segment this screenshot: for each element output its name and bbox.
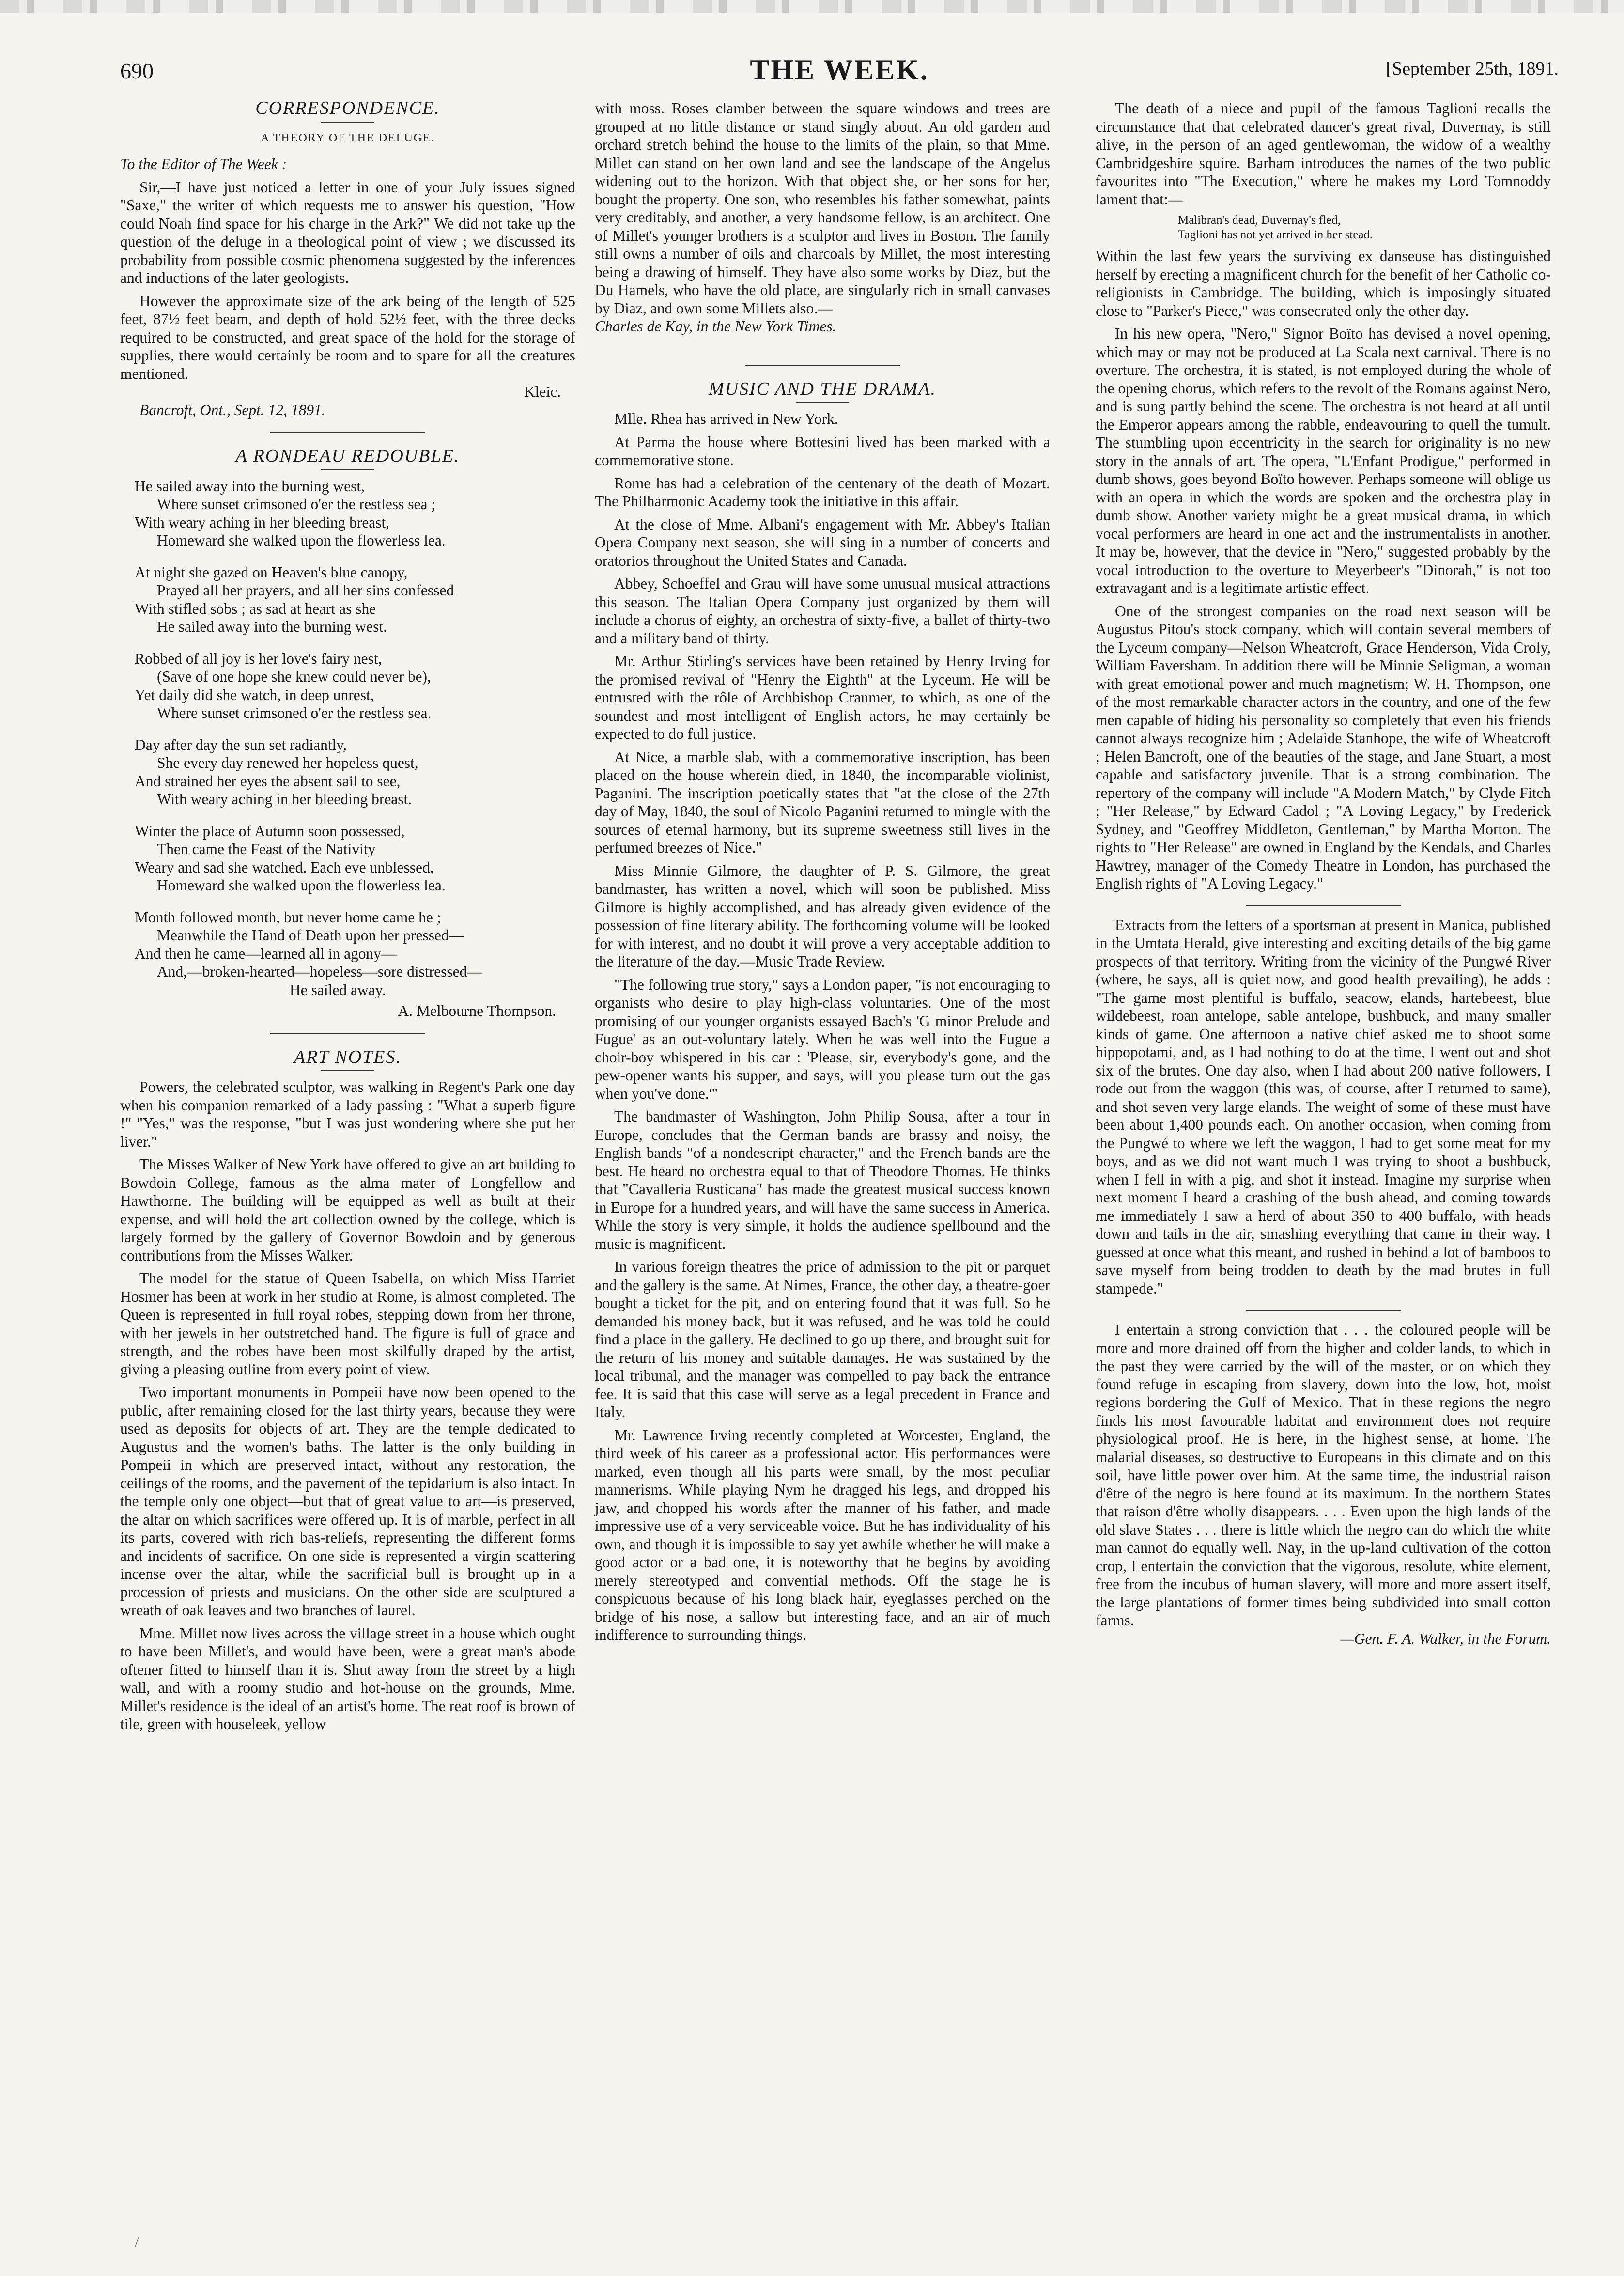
letter-signature: Kleic. [524,383,561,400]
poem-line: Prayed all her prayers, and all her sins confessed [157,582,454,599]
divider [321,122,374,123]
poem-body [135,477,575,999]
poem-line: He sailed away into the burning west, [135,477,365,495]
divider [321,469,374,470]
poem-line: (Save of one hope she knew could never be), [157,668,431,685]
poem-line: And then he came—learned all in agony— [135,945,397,962]
quote-line: Taglioni has not yet arrived in her stead. [1178,228,1373,241]
column-2 [595,99,1050,1649]
section-divider [745,365,900,366]
issue-date: [September 25th, 1891. [1386,59,1559,79]
poem-line: Homeward she walked upon the flowerless lea. [157,532,446,549]
poem-line: Where sunset crimsoned o'er the restless sea. [157,704,432,721]
art-note: Powers, the celebrated sculptor, was walking in Regent's Park one day when his companion remarked of a lady passing : "What a superb figure !" "Yes," was the response, "but I was just wondering where she put her liver." [120,1078,575,1150]
page-header [120,53,1559,97]
art-note: Mme. Millet now lives across the village street in a house which ought to have been Millet's, and would have been, were a great man's abode oftener fitted to himself than it is. Shut away from the street by a high wall, and with a roomy studio and hot-house on the grounds, Mme. Millet's residence is the ideal of an artist's home. The reat roof is brown of tile, green with houseleek, yellow [120,1624,575,1732]
poem-line: With weary aching in her bleeding breast. [157,791,412,808]
stage-note: The death of a niece and pupil of the famous Taglioni recalls the circumstance that that celebrated dancer's great rival, Duvernay, is still alive, in the person of an aged gentlewoman, the widow of a wealthy Cambridgeshire squire. Barham introduces the names of the two public favourites into "The Execution," where he makes my Lord Tomnoddy lament that:— [1096,100,1551,208]
stage-note: Within the last few years the surviving ex danseuse has distinguished herself by erecting a magnificent church for the benefit of her Catholic co-religionists in Cambridge. The building, which is imposingly situated close to "Parker's Piece," was consecrated only the other day. [1096,248,1551,319]
margin-mark: / [135,2234,139,2250]
poem-line: Weary and sad she watched. Each eve unblessed, [135,858,434,876]
poem-line: And strained her eyes the absent sail to see, [135,772,401,790]
music-note: Abbey, Schoeffel and Grau will have some unusual musical attractions this season. The Italian Opera Company just organized by them will include a chorus of eighty, an orchestra of sixty-five, a ballet of thirty-two and a military band of thirty. [595,575,1050,647]
poem-line: He sailed away into the burning west. [157,618,387,635]
poem-line: With weary aching in her bleeding breast, [135,514,390,531]
column-1 [120,99,575,1738]
poem-line: Where sunset crimsoned o'er the restless sea ; [157,496,436,513]
poem-author: A. Melbourne Thompson. [398,1002,556,1019]
music-note: At Nice, a marble slab, with a commemorative inscription, has been placed on the house wherein died, in 1840, the incomparable violinist, Paganini. The inscription poetically states that "at the close of the 27th day of May, 1840, the soul of Nicolo Paganini returned to mingle with the sources of eternal harmony, but its supreme sweetness still lives in the perfumed breezes of Nice." [595,748,1050,856]
correspondence-heading: CORRESPONDENCE. [255,98,440,118]
music-note: At the close of Mme. Albani's engagement with Mr. Abbey's Italian Opera Company next season, she will sing in a number of concerts and oratorios throughout the United States and Canada. [595,515,1050,569]
poem-line: Day after day the sun set radiantly, [135,736,347,753]
poem-stanza [135,822,575,895]
music-note: At Parma the house where Bottesini lived has been marked with a commemorative stone. [595,433,1050,468]
poem-line: With stifled sobs ; as sad at heart as she [135,600,376,617]
stage-note: One of the strongest companies on the road next season will be Augustus Pitou's stock company, which will contain several members of the Lyceum company—Nelson Wheatcroft, Grace Henderson, Vida Croly, William Faversham. In addition there will be Minnie Seligman, a woman with great emotional power and much magnetism; W. H. Thompson, one of the most remarkable character actors in the country, and one of the few men capable of hiding his personality so completely that even his friends cannot always recognize him ; Adelaide Stanhope, the wife of Wheatcroft ; Helen Bancroft, one of the beauties of the stage, and Jane Stuart, a most capable and satisfactory juvenile. That is a strong combination. The repertory of the company will include "A Modern Match," by Clyde Fitch ; "Her Release," by Edward Cadol ; "A Loving Legacy," by Frederick Sydney, and "Geoffrey Middleton, Gentleman," by Martha Morton. The rights to "Her Release" are owned in England by the Kendals, and Charles Hawtrey, manager of the Comedy Theatre in London, has purchased the English rights of "A Loving Legacy." [1096,602,1551,892]
poem-line: Month followed month, but never home came he ; [135,908,441,926]
poem-heading: A RONDEAU REDOUBLE. [235,446,460,466]
journal-title: THE WEEK. [750,54,929,86]
forum-extract: I entertain a strong conviction that . . . the coloured people will be more and more drained off from the higher and colder lands, to which in the past they were carried by the will of the master, or on which they found refuge in escaping from slavery, down into the low, hot, moist regions bordering the Gulf of Mexico. That in these regions the negro finds his most favourable habitat and environment does not require physiological proof. He is here, in the highest sense, at home. The malarial diseases, so destructive to Europeans in this climate and on this soil, have little power over him. At the same time, the industrial raison d'être of the negro is here found at its maximum. In the northern States that raison d'être wholly disappears. . . . Even upon the high lands of the old slave States . . . there is little which the negro can do which the white man cannot do equally well. Nay, in the up-land cultivation of the cotton crop, I entertain the conviction that the vigorous, resolute, white element, free from the incubus of human slavery, will more and more assert itself, the large plantations of former times being subdivided into small cotton farms. [1096,1321,1551,1629]
poem-line: Yet daily did she watch, in deep unrest, [135,686,374,703]
quote-line: Malibran's dead, Duvernay's fled, [1178,214,1341,227]
music-note: Mr. Arthur Stirling's services have been retained by Henry Irving for the promised revival of "Henry the Eighth" at the Lyceum. He will be entrusted with the rôle of Archbishop Cranmer, to which, as one of the soundest and most intelligent of English actors, he may certainly be expected to do full justice. [595,653,1050,742]
sportsman-extract: Extracts from the letters of a sportsman at present in Manica, published in the Umtata Herald, give interesting and exciting details of the big game prospects of that territory. Writing from the vicinity of the Pungwé River (where, he says, all is quiet now, and good health prevailing), he adds : "The game most plentiful is buffalo, seacow, elands, hartebeest, blue wildebeest, roan antelope, sable antelope, bushbuck, and many smaller kinds of game. One afternoon a native chief asked me to shoot some hippopotami, and, as I had nothing to do at the time, I went out and shot six of the brutes. One day also, when I had about 200 native followers, I rode out from the waggon (this was, of course, after I returned to same), and shot seven very large elands. The weight of some of these must have been about 1,400 pounds each. On another occasion, when coming from the Pungwé to where we left the waggon, I had to get some meat for my boys, and as we did not want much I was trying to shoot a bushbuck, when I fell in with a pig, and shot it instead. Imagine my surprise when next moment I heard a crashing of the bush ahead, and coming towards me immediately I saw a herd of about 350 to 400 buffalo, with heads down and tails in the air, smashing everything that came in their way. I guessed at once what this meant, and rushed in behind a lot of bamboos to save myself from being trodden to death by the mad brutes in full stampede." [1096,916,1551,1297]
music-note: Mr. Lawrence Irving recently completed at Worcester, England, the third week of his career as a professional actor. His performances were marked, even though all his parts were small, by the most peculiar mannerisms. While playing Nym he dragged his legs, and dropped his jaw, and chopped his words after the manner of his father, and made impressive use of a very serviceable voice. But he has individuality of his own, and though it is impossible to say yet awhile whether he will make a good actor or a bad one, it is noteworthy that he begins by avoiding merely stereotyped and convential methods. Off the stage he is conspicuous because of his long black hair, eyeglasses perched on the bridge of his nose, a sallow but interesting face, and an air of much indifference to surrounding things. [595,1426,1050,1643]
forum-credit: —Gen. F. A. Walker, in the Forum. [1340,1630,1551,1647]
verse-quote [1178,213,1551,242]
music-note: Miss Minnie Gilmore, the daughter of P. S. Gilmore, the great bandmaster, has written a novel, which will soon be published. Miss Gilmore is highly accomplished, and has already given evidence of the possession of fine literary ability. The forthcoming volume will be looked for with interest, and no doubt it will prove a very acceptable addition to the literature of the day.—Music Trade Review. [595,862,1050,970]
poem-line: She every day renewed her hopeless quest, [157,754,418,771]
letter-dateline: Bancroft, Ont., Sept. 12, 1891. [139,401,325,419]
poem-stanza [135,563,575,636]
poem-line: And,—broken-hearted—hopeless—sore distressed— [157,963,482,980]
music-drama-heading: MUSIC AND THE DRAMA. [709,378,936,399]
divider [321,1070,374,1071]
poem-stanza [135,650,575,722]
column-3 [1096,99,1551,1648]
section-divider [1246,905,1401,906]
scan-edge [0,0,1624,13]
poem-line: Meanwhile the Hand of Death upon her pressed— [157,927,464,944]
art-notes-heading: ART NOTES. [294,1046,402,1067]
stage-note: In his new opera, "Nero," Signor Boïto has devised a novel opening, which may or may not be produced at La Scala next carnival. There is no overture. The orchestra, it is stated, is not employed during the whole of the opening chorus, which refers to the revolt of the Romans against Nero, and is sung partly behind the scene. The orchestra is not heard at all until the Emperor appears among the rabble, endeavouring to quell the tumult. The stumbling upon eccentricity in the search for originality is no new story in the annals of art. The opera, "L'Enfant Prodigue," performed in dumb shows, goes beyond Boïto however. Perhaps someone will oblige us with an opera in which the words are spoken and the orchestra play in dumb show. Another variety might be a great musical drama, in which vocal performers are heard in one act and the instrumentalists in another. It may be, however, that the device in "Nero," suggested probably by the vocal introduction to the overture to Meyerbeer's "Dinorah," is not too extravagant and is a legitimate artistic effect. [1096,325,1551,596]
poem-stanza [135,908,575,999]
poem-line: Then came the Feast of the Nativity [157,841,376,857]
section-divider [270,1033,425,1034]
poem-line: Winter the place of Autumn soon possessed, [135,822,405,840]
art-note: The Misses Walker of New York have offered to give an art building to Bowdoin College, famous as the alma mater of Longfellow and Hawthorne. The building will be equipped as well as built at their expense, and will hold the art collection owned by the college, which is largely formed by the gallery of Governor Bowdoin and by generous contributions from the Misses Walker. [120,1156,575,1264]
letter-paragraph: However the approximate size of the ark being of the length of 525 feet, 87½ feet beam, and depth of hold 52½ feet, with the three decks required to be constructed, and great space of the hold for the storage of supplies, there would certainly be room and to spare for all the creatures mentioned. [120,292,575,382]
poem-line: Homeward she walked upon the flowerless lea. [157,877,446,894]
poem-stanza [135,736,575,809]
poem-stanza [135,477,575,550]
music-note: Mlle. Rhea has arrived in New York. [614,410,838,427]
music-note: Rome has had a celebration of the centenary of the death of Mozart. The Philharmonic Academy took the initiative in this affair. [595,474,1050,510]
section-divider [270,432,425,433]
poem-line: He sailed away. [290,981,386,998]
music-note: "The following true story," says a London paper, "is not encouraging to organists who desire to play high-class voluntaries. One of the most promising of our younger organists essayed Bach's 'G minor Prelude and Fugue' as an out-voluntary lately. When he was well into the Fugue a choir-boy whispered in his car : 'Please, sir, everybody's gone, and the pew-opener wants his supper, and says, will you please turn out the gas when you've done.'" [595,976,1050,1102]
music-note: The bandmaster of Washington, John Philip Sousa, after a tour in Europe, concludes that the German bands are brassy and noisy, the English bands "of a nondescript character," and the French bands are the best. He heard no orchestra equal to that of Theodore Thomas. He thinks that "Cavalleria Rusticana" has made the greatest musical success known in Europe for a hundred years, and will have the same success in America. While the story is very simple, it holds the audience spellbound and the music is magnificent. [595,1108,1050,1252]
letter-salutation: To the Editor of The Week : [120,156,287,172]
art-note-continued: with moss. Roses clamber between the square windows and trees are grouped at no little distance or stand singly about. An old garden and orchard stretch behind the house to the limits of the plain, so that Mme. Millet can stand on her own land and see the landscape of the Angelus widening out to the horizon. With that object she, or her sons for her, bought the property. One son, who resembles his father somewhat, paints very creditably, and another, a very handsome fellow, is an architect. One of Millet's younger brothers is a sculptor and lives in Boston. The family still owns a number of oils and charcoals by Millet, the most interesting being a drawing of himself. They have also some works by Diaz, but the Du Hamels, who have the old place, are singularly rich in small canvases by Diaz, and own some Millets also.— [595,100,1050,317]
letter-subheading: A THEORY OF THE DELUGE. [261,131,435,144]
section-divider [1246,1310,1401,1311]
art-note: Two important monuments in Pompeii have now been opened to the public, after remaining closed for the last thirty years, because they were used as deposits for objects of art. They are the temple dedicated to Augustus and the women's baths. The latter is the only building in Pompeii in which are preserved intact, without any restoration, the ceilings of the rooms, and the pavement of the tepidarium is also intact. In the temple only one object—but that of great value to art—is preserved, the altar on which sacrifices were offered up. It is of marble, perfect in all its parts, covered with rich bas-reliefs, representing the different forms and incidents of sacrifice. On one side is represented a virgin scattering incense over the altar, while the sacrificial bull is brought up in a procession of priests and musicians. On the other side are sculptured a wreath of oak leaves and two branches of laurel. [120,1384,575,1619]
art-note: The model for the statue of Queen Isabella, on which Miss Harriet Hosmer has been at work in her studio at Rome, is almost completed. The Queen is represented in full royal robes, stepping down from her throne, with her jewels in her outstretched hand. The figure is full of grace and strength, and the robes have been most skilfully draped by the artist, giving a pleasing outline from every point of view. [120,1270,575,1378]
letter-paragraph: Sir,—I have just noticed a letter in one of your July issues signed "Saxe," the writer of which requests me to answer his question, "How could Noah find space for his charge in the Ark?" We did not take up the question of the deluge in a theological point of view ; we discussed its probability from possible cosmic phenomena suggested by the inferences and inductions of the later geologists. [120,178,575,286]
art-note-credit: Charles de Kay, in the New York Times. [595,318,836,335]
poem-line: Robbed of all joy is her love's fairy nest, [135,650,382,667]
page-number: 690 [120,59,154,83]
poem-line: At night she gazed on Heaven's blue canopy, [135,563,408,581]
divider [796,402,849,403]
music-note: In various foreign theatres the price of admission to the pit or parquet and the gallery is the same. At Nimes, France, the other day, a theatre-goer bought a ticket for the pit, and on entering found that it was full. So he demanded his money back, but it was refused, and he was told he could find a place in the gallery. He declined to go up there, and brought suit for the return of his money and suitable damages. He was sustained by the local tribunal, and the manager was compelled to pay back the entrance fee. It is said that this case will serve as a legal precedent in France and Italy. [595,1258,1050,1420]
